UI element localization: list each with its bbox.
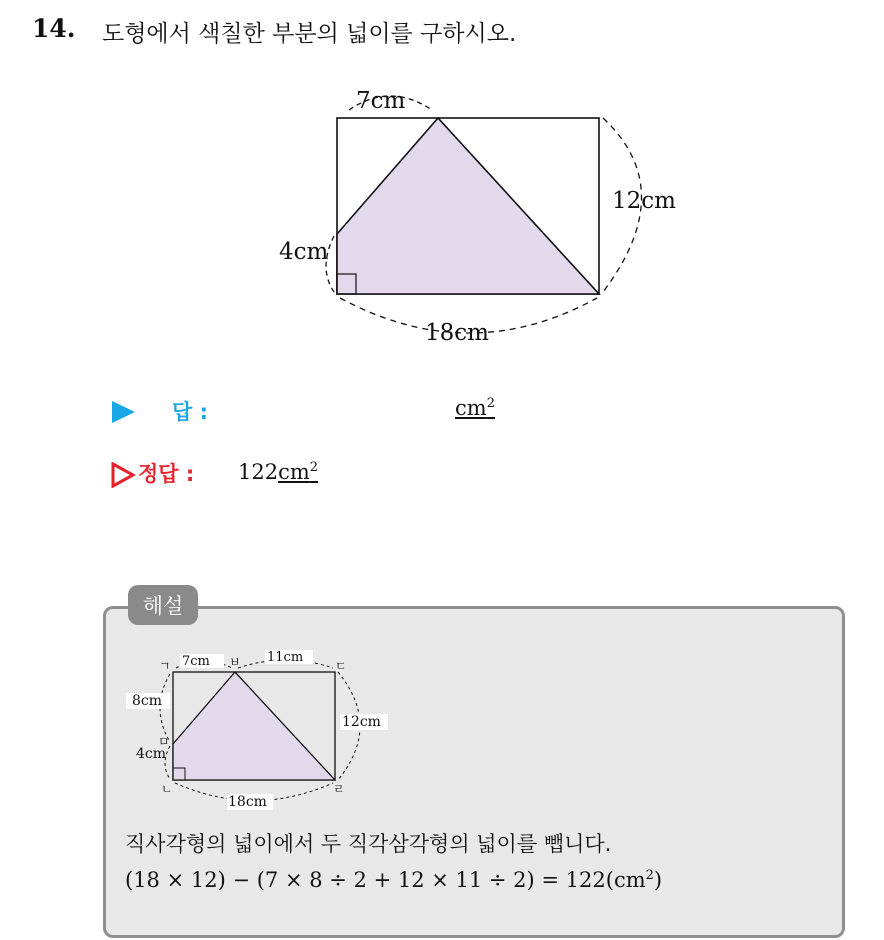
exp-label-11: 11cm [267,650,304,665]
explanation-line-2: $(18 \times 12) - (7 \times 8 \div 2 + 12 \times 11 \div 2) = 122(cm^2)$ [125,868,663,892]
label-bottom: 18cm [425,320,489,346]
label-top: 7cm [356,88,406,114]
answer-label: 답 : [172,400,208,424]
exp-vertex-m: ㅁ [158,735,170,749]
label-right: 12cm [612,188,676,214]
exp-vertex-b: ㅂ [229,655,241,669]
correct-answer-row [110,458,710,492]
explanation-line-1: 직사각형의 넓이에서 두 직각삼각형의 넓이를 뺍니다. [125,832,612,856]
answer-row [110,396,710,430]
exp-vertex-r: ㄹ [333,782,345,796]
correct-answer-value: $122cm^2$ [238,460,319,484]
exp-label-18: 18cm [228,794,267,810]
answer-unit[interactable]: $cm^2$ [455,396,495,420]
question-number: 14. [32,14,76,43]
play-triangle-icon [110,400,136,424]
question-text: 도형에서 색칠한 부분의 넓이를 구하시오. [102,21,517,47]
exp-label-8: 8cm [132,693,163,709]
label-left: 4cm [279,239,329,265]
exp-label-4: 4cm [136,746,167,762]
correct-answer-label: 정답 : [138,462,195,486]
exp-label-7: 7cm [182,654,210,669]
exp-vertex-g: ㄱ [159,659,171,673]
outline-triangle-icon [110,462,136,488]
exp-label-12: 12cm [342,714,381,730]
exp-vertex-d: ㄷ [335,659,347,673]
exp-shaded-triangle [173,672,335,780]
explanation-tab: 해설 [128,585,198,625]
explanation-figure [0,640,420,820]
exp-vertex-n: ㄴ [161,782,173,796]
main-figure [0,0,884,360]
shaded-triangle [337,118,599,294]
